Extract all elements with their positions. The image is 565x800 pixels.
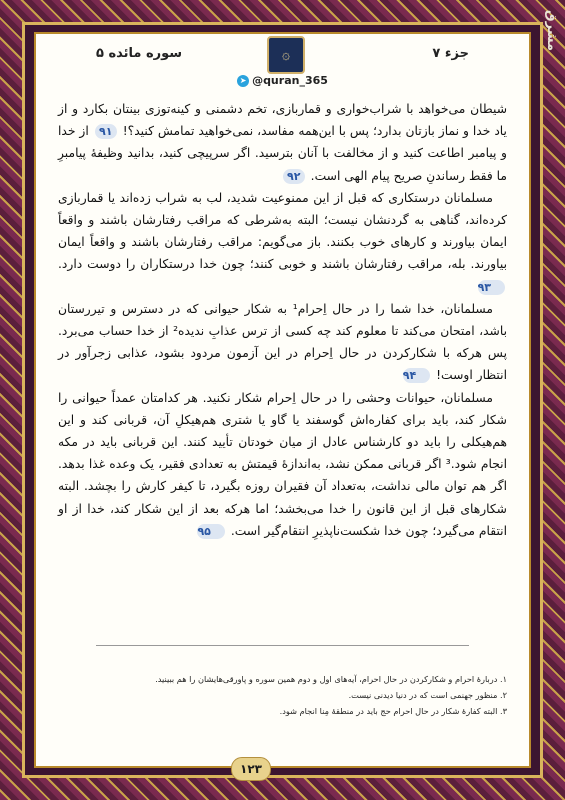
telegram-icon: ➤ bbox=[237, 75, 249, 87]
footnote: ۱. دربارهٔ احرام و شکارکردن در حال احرام، آیه‌های اول و دوم همین سوره و پاورقی‌هایشان را هم ببینید. bbox=[155, 674, 507, 684]
page-number: ۱۲۳ bbox=[231, 757, 271, 781]
handle-text: @quran_365 bbox=[252, 74, 328, 87]
juz-label: جزء ۷ bbox=[432, 45, 469, 61]
paragraph: مسلمانان، حیوانات وحشی را در حال اِحرام شکار نکنید. هر کدامتان عمداً حیوانی را شکار کند، باید برای کفاره‌اش گوسفند یا گاو یا شتری هم‌هیکلِ آن، قربانی کند و این هم‌هیکلی را باید دو کارشناس عادل از میان خودتان تأیید کنند. این قربانی باید در مکه انجام شود.³ اگر قربانی ممکن نشد، به‌اندازهٔ قیمتش به تعدادی فقیر، یک وعده غذا بدهد. اگر هم توان مالی نداشت، به‌تعداد آن فقیران روزه بگیرد، تا کیفر کارش را بچشد. البته شکارهای قبل از این قانون را خدا می‌بخشد؛ اما هرکه بعد از این شکار کند، خدا از او انتقام می‌گیرد؛ چون خدا شکست‌ناپذیرِ انتقام‌گیر است. ۹۵ bbox=[58, 390, 508, 538]
surah-label: سوره مائده ۵ bbox=[96, 45, 183, 61]
footnotes bbox=[76, 671, 507, 719]
verse-number: ۹۲ bbox=[283, 169, 305, 184]
paragraph: شیطان می‌خواهد با شراب‌خواری و قماربازی، تخم دشمنی و کینه‌توزی بینتان بکارد و از یاد خدا و نماز بازتان بدارد؛ پس با این‌همه مفاسد، نمی‌خواهید تمامش کنید؟! ۹۱ از خدا و پیامبر اطاعت کنید و از مخالفت با آنان بترسید. اگر سرپیچی کنید، بدانید وظیفهٔ پیامبرِ ما فقط رساندنِ صریح پیام الهی است. ۹۲ bbox=[58, 102, 507, 183]
verse-body bbox=[58, 98, 507, 638]
footnote: ۳. البته کفارهٔ شکار در حال احرام حج باید در منطقهٔ مِنا انجام شود. bbox=[279, 706, 507, 716]
paragraph: مسلمانان، خدا شما را در حال اِحرام¹ به شکار حیوانی که در دسترس و تیررستان باشد، امتحان می‌کند تا معلوم کند چه کسی از ترس عذابِ ندیده² از خدا حساب می‌برد. پس هرکه با شکارکردن در حال اِحرام در این آزمون مردود بشود، عذابی زجرآور در انتظار اوست! ۹۴ bbox=[58, 301, 507, 383]
footnote: ۲. منظور جهنمی است که در دنیا دیدنی نیست. bbox=[348, 690, 507, 700]
watermark-logo: مشرق bbox=[544, 10, 559, 51]
page-panel bbox=[34, 32, 531, 768]
footnote-divider bbox=[96, 645, 469, 646]
channel-handle[interactable] bbox=[36, 74, 529, 87]
verse-number: ۹۴ bbox=[403, 368, 430, 383]
quran-logo-icon: ۞ bbox=[267, 36, 305, 74]
paragraph: مسلمانان درستکاری که قبل از این ممنوعیت شدید، لب به شراب زده‌اند یا قماربازی کرده‌اند، گناهی به گردنشان نیست؛ البته به‌شرطی که مراقب رفتارشان باشند و واقعاً ایمان بیاورند و کارهای خوب بکنند. باز می‌گویم: مراقب رفتارشان باشند و واقعاً ایمان بیاورند. بله، مراقب رفتارشان باشند و خوبی کنند؛ چون خدا درستکاران را دوست دارد. ۹۳ bbox=[58, 190, 507, 294]
verse-number: ۹۱ bbox=[95, 124, 117, 139]
verse-number: ۹۳ bbox=[478, 280, 505, 295]
verse-number: ۹۵ bbox=[197, 524, 224, 539]
